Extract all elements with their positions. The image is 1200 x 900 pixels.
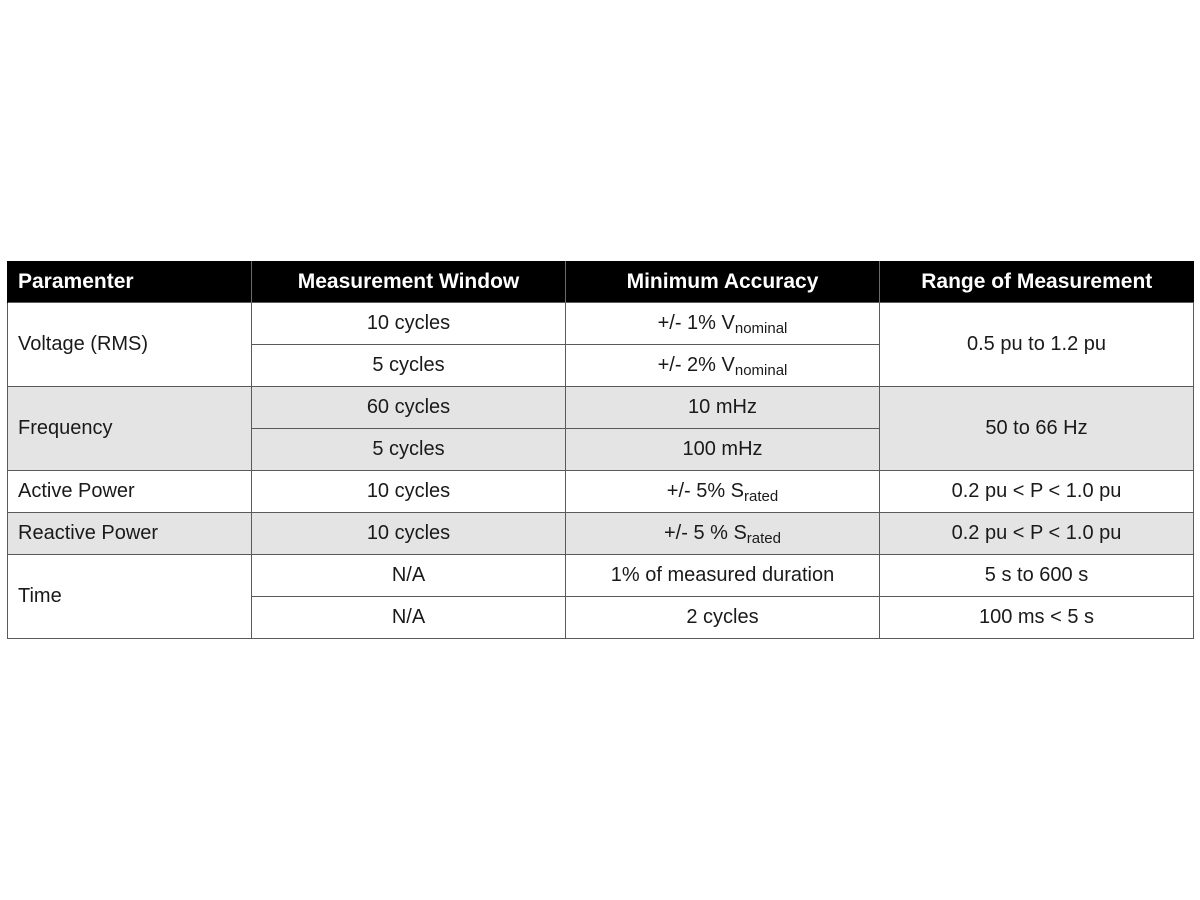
param-reactive-power: Reactive Power [8, 513, 252, 555]
cell-accuracy: 100 mHz [566, 429, 880, 471]
cell-range: 50 to 66 Hz [880, 387, 1194, 471]
param-time: Time [8, 555, 252, 639]
cell-accuracy: 10 mHz [566, 387, 880, 429]
cell-window: 5 cycles [252, 345, 566, 387]
cell-window: N/A [252, 555, 566, 597]
table-row [8, 303, 1194, 345]
table-row [8, 387, 1194, 429]
cell-range: 0.5 pu to 1.2 pu [880, 303, 1194, 387]
measurement-table [7, 261, 1194, 639]
table-row [8, 555, 1194, 597]
accuracy-text: +/- 1% V [657, 312, 735, 334]
accuracy-subscript: rated [746, 530, 781, 547]
param-frequency: Frequency [8, 387, 252, 471]
cell-range: 5 s to 600 s [880, 555, 1194, 597]
table-row [8, 513, 1194, 555]
cell-accuracy [566, 345, 880, 387]
cell-window: 60 cycles [252, 387, 566, 429]
header-row [8, 261, 1194, 303]
accuracy-subscript: rated [744, 488, 779, 505]
header-parameter: Paramenter [8, 261, 252, 303]
cell-accuracy: 1% of measured duration [566, 555, 880, 597]
accuracy-subscript: nominal [734, 320, 788, 337]
accuracy-text: +/- 5 % S [663, 522, 747, 544]
accuracy-text: +/- 2% V [657, 354, 735, 376]
header-minimum-accuracy: Minimum Accuracy [566, 261, 880, 303]
measurement-table-container [7, 261, 1193, 639]
cell-window: N/A [252, 597, 566, 639]
cell-accuracy [566, 471, 880, 513]
cell-accuracy [566, 303, 880, 345]
cell-range: 100 ms < 5 s [880, 597, 1194, 639]
cell-window: 10 cycles [252, 513, 566, 555]
accuracy-subscript: nominal [734, 362, 788, 379]
table-row [8, 471, 1194, 513]
cell-window: 10 cycles [252, 303, 566, 345]
param-voltage: Voltage (RMS) [8, 303, 252, 387]
header-measurement-window: Measurement Window [252, 261, 566, 303]
cell-accuracy: 2 cycles [566, 597, 880, 639]
accuracy-text: +/- 5% S [666, 480, 745, 502]
param-active-power: Active Power [8, 471, 252, 513]
cell-window: 10 cycles [252, 471, 566, 513]
cell-accuracy [566, 513, 880, 555]
cell-window: 5 cycles [252, 429, 566, 471]
cell-range: 0.2 pu < P < 1.0 pu [880, 513, 1194, 555]
cell-range: 0.2 pu < P < 1.0 pu [880, 471, 1194, 513]
header-range-of-measurement: Range of Measurement [880, 261, 1194, 303]
